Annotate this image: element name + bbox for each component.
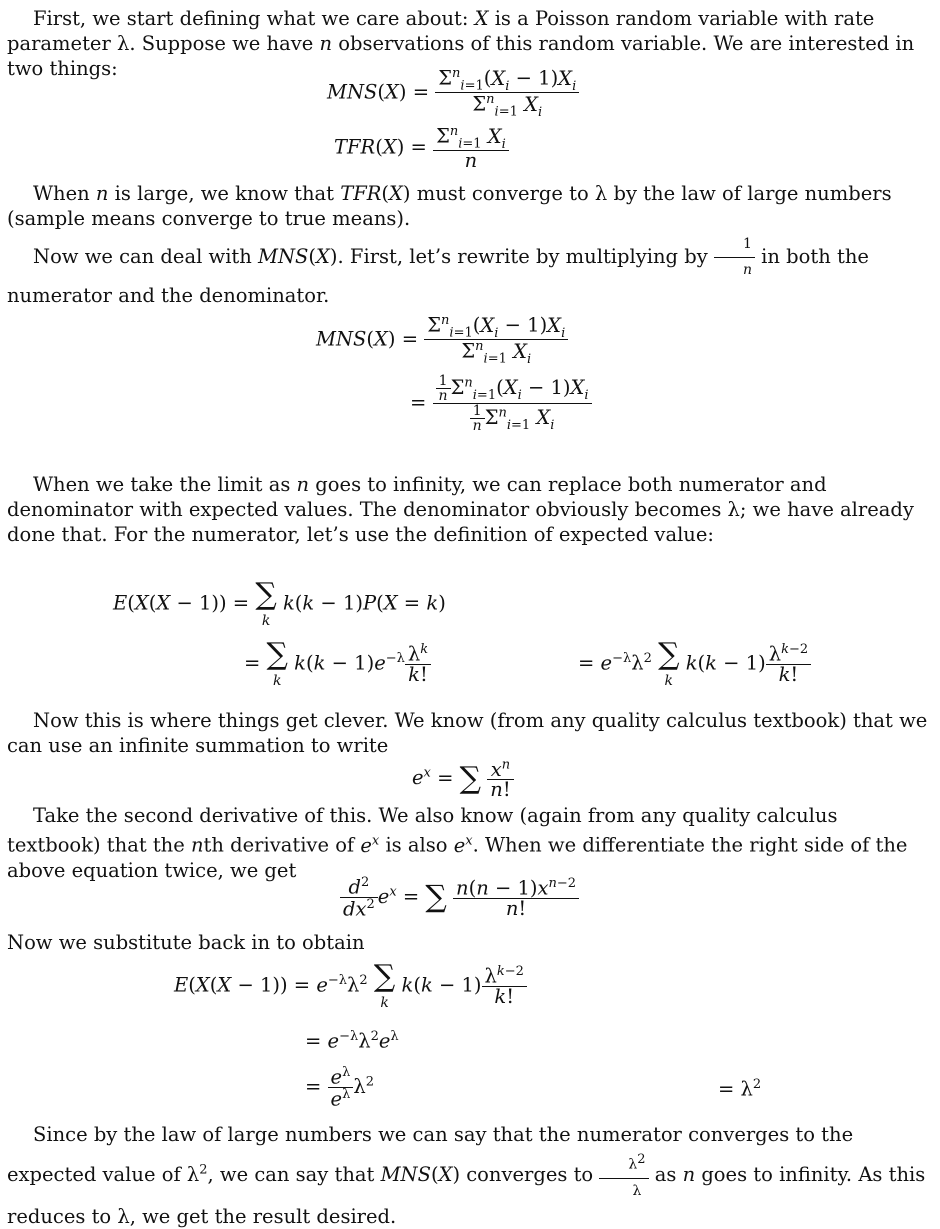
equation-exponential-series: $e^x$ = ∑ $\frac{x^n}{n!}$ — [412, 758, 514, 800]
equation-substitution-4: = $\lambda^2$ — [718, 1077, 762, 1101]
equation-substitution-3: = $\frac{e^\lambda}{e^\lambda}$ $\lambda^2$ — [305, 1065, 374, 1111]
equation-second-derivative: $\frac{d^2}{dx^2}$ $e^x$ = ∑ $\frac{n(n - 1)x^{n-2}}{n!}$ — [340, 876, 579, 919]
equation-mns-rewrite-1: MNS(X) = $\frac{\Sigma^n_{i=1}(X_i - 1)X_i}{\Sigma^n_{i=1} X_i}$ — [316, 314, 568, 366]
paragraph-second-derivative: Take the second derivative of this. We also know (again from any quality calculus textbook) that the nth derivative of $e^x$ is also $e^x$. When we differentiate the right side of the above equation twice, we get — [7, 804, 908, 882]
paragraph-infinite-summation: Now this is where things get clever. We know (from any quality calculus textbook) that we can use an infinite summation to write — [7, 709, 928, 757]
equation-expectation-3: = $e^{-\lambda}\lambda^2$ ∑ k k(k − 1) $\frac{\lambda^{k-2}}{k!}$ — [578, 640, 811, 688]
equation-substitution-1: $E(X(X - 1)) = e^{-\lambda}\lambda^2$ ∑ k k(k − 1) $\frac{\lambda^{k-2}}{k!}$ — [174, 962, 527, 1010]
paragraph-substitute-back: Now we substitute back in to obtain — [7, 931, 365, 954]
paragraph-conclusion: Since by the law of large numbers we can say that the numerator converges to the expected value of $\lambda^2$, we can say that MNS(X) converges to $\frac{\lambda^2}{\lambda}$ as n goes to infinity. As this reduces to λ, we get the result desired. — [7, 1123, 926, 1228]
equation-mns-definition: MNS(X) = $\frac{\Sigma^n_{i=1}(X_i - 1)X_i}{\Sigma^n_{i=1} X_i}$ — [327, 67, 579, 119]
equation-mns-rewrite-2: = $\frac{1}{n}$ $\Sigma^n_{i=1}(X_i - 1)X_i$ $\frac{1}{n}$ $\Sigma^n_{i=1}$ $X_i$ — [410, 374, 592, 433]
paragraph-intro: First, we start defining what we care about: X is a Poisson random variable with rate parameter λ. Suppose we have n observations of this random variable. We are interested in two things: — [7, 7, 915, 80]
paragraph-rewrite-mns: Now we can deal with MNS(X). First, let’s rewrite by multiplying by $\frac{1}{n}$ in both the numerator and the denominator. — [7, 232, 932, 308]
equation-substitution-2: = $e^{-\lambda}\lambda^2e^\lambda$ — [305, 1029, 399, 1053]
equation-expectation-1: E(X(X − 1)) = ∑ k k(k − 1)P(X = k) — [113, 577, 446, 629]
equation-tfr-definition: TFR(X) = $\frac{\Sigma^n_{i=1} X_i}{n}$ — [334, 125, 509, 171]
equation-expectation-2: = ∑ k $k(k - 1)e^{-\lambda}$ $\frac{\lambda^k}{k!}$ — [244, 640, 431, 688]
paragraph-tfr-converges: When n is large, we know that TFR(X) must converge to λ by the law of large numbers (sample means converge to true means). — [7, 182, 892, 230]
paragraph-expected-values: When we take the limit as n goes to infinity, we can replace both numerator and denominator with expected values. The denominator obviously becomes λ; we have already done that. For the numerator, let’s use the definition of expected value: — [7, 473, 914, 546]
